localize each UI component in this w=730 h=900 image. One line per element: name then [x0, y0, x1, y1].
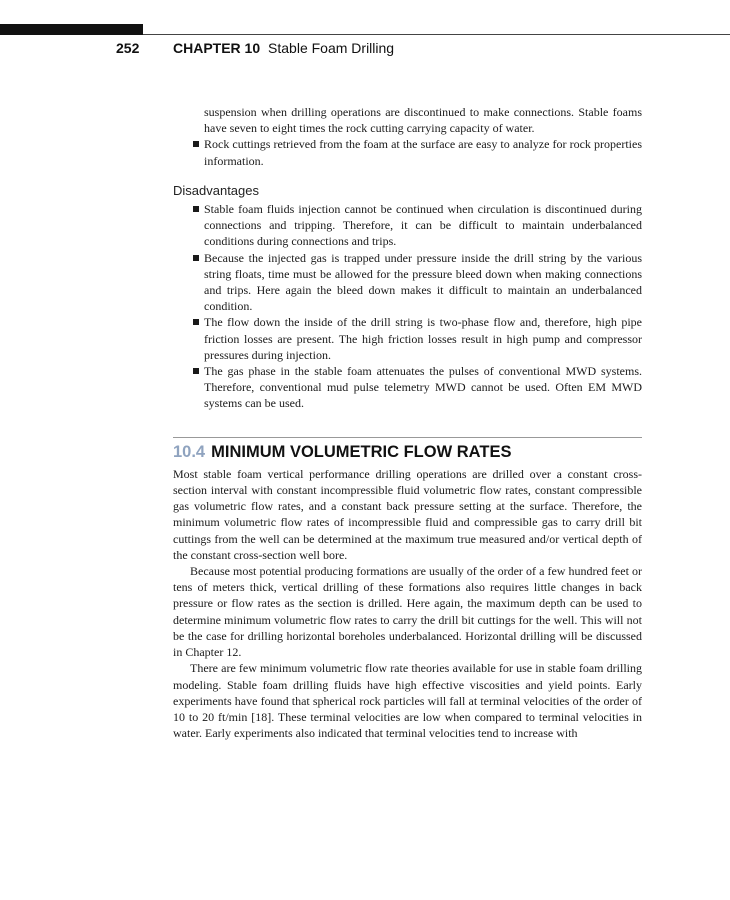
section-number: 10.4 — [173, 442, 206, 461]
disadvantage-item: The flow down the inside of the drill string is two-phase flow and, therefore, high pipe friction losses are present. The high friction losses result in high pump and compressor pressures during injection. — [173, 314, 642, 363]
body-paragraph: There are few minimum volumetric flow rate theories available for use in stable foam drilling modeling. Stable foam drilling fluids have high effective viscosities and yield points. Early experiments have found that spherical rock particles will fall at terminal velocities of the order of 10 to 20 ft/min [18]. These terminal velocities are low when compared to terminal velocities in water. Early experiments also indicated that terminal velocities tend to increase with — [173, 661, 642, 741]
section-divider — [173, 437, 642, 438]
section-heading — [173, 444, 642, 460]
disadvantage-item: The gas phase in the stable foam attenuates the pulses of conventional MWD systems. Therefore, conventional mud pulse telemetry MWD cannot be used. Often EM MWD systems can be used. — [173, 363, 642, 412]
body-paragraph: Most stable foam vertical performance drilling operations are drilled over a constant cross-section interval with constant incompressible fluid volumetric flow rates, constant compressible gas volumetric flow rates, and a constant back pressure setting at the surface. Therefore, the minimum volumetric flow rates of incompressible fluid and compressible gas to carry drill bit cuttings from the well can be determined at the maximum true measured and/or vertical depth of the constant cross-section well bore. — [173, 466, 642, 562]
chapter-title: Stable Foam Drilling — [268, 40, 395, 56]
body-paragraph: Because most potential producing formations are usually of the order of a few hundred feet or tens of meters thick, vertical drilling of these formations also requires little changes in back pressure or flow rates as the section is drilled. Here again, the maximum depth can be used to determine minimum volumetric flow rates to carry the drill bit cuttings for the well. This will not be the case for drilling horizontal boreholes underbalanced. Horizontal drilling will be discussed in Chapter 12. — [173, 564, 642, 660]
running-header — [173, 40, 394, 56]
disadvantage-item: Because the injected gas is trapped under pressure inside the drill string by the various string floats, time must be allowed for the pressure bleed down when making connections and trips. Here again the bleed down makes it difficult to maintain an underbalanced condition. — [173, 250, 642, 315]
advantages-list — [173, 104, 642, 169]
header-rule — [143, 34, 730, 35]
advantage-continued-item: suspension when drilling operations are discontinued to make connections. Stable foams have seven to eight times the rock cutting carrying capacity of water. — [204, 105, 642, 136]
disadvantages-list — [173, 201, 642, 412]
section-title: MINIMUM VOLUMETRIC FLOW RATES — [211, 442, 512, 461]
chapter-label: CHAPTER 10 — [173, 40, 261, 56]
disadvantages-heading: Disadvantages — [173, 182, 259, 198]
advantage-item: Rock cuttings retrieved from the foam at the surface are easy to analyze for rock properties information. — [173, 136, 642, 168]
disadvantage-item: Stable foam fluids injection cannot be continued when circulation is discontinued during connections and tripping. Therefore, it can be difficult to maintain underbalanced conditions during connections and trips. — [173, 201, 642, 250]
page-number: 252 — [116, 40, 140, 56]
header-bar — [0, 24, 143, 35]
page-body — [173, 104, 642, 741]
